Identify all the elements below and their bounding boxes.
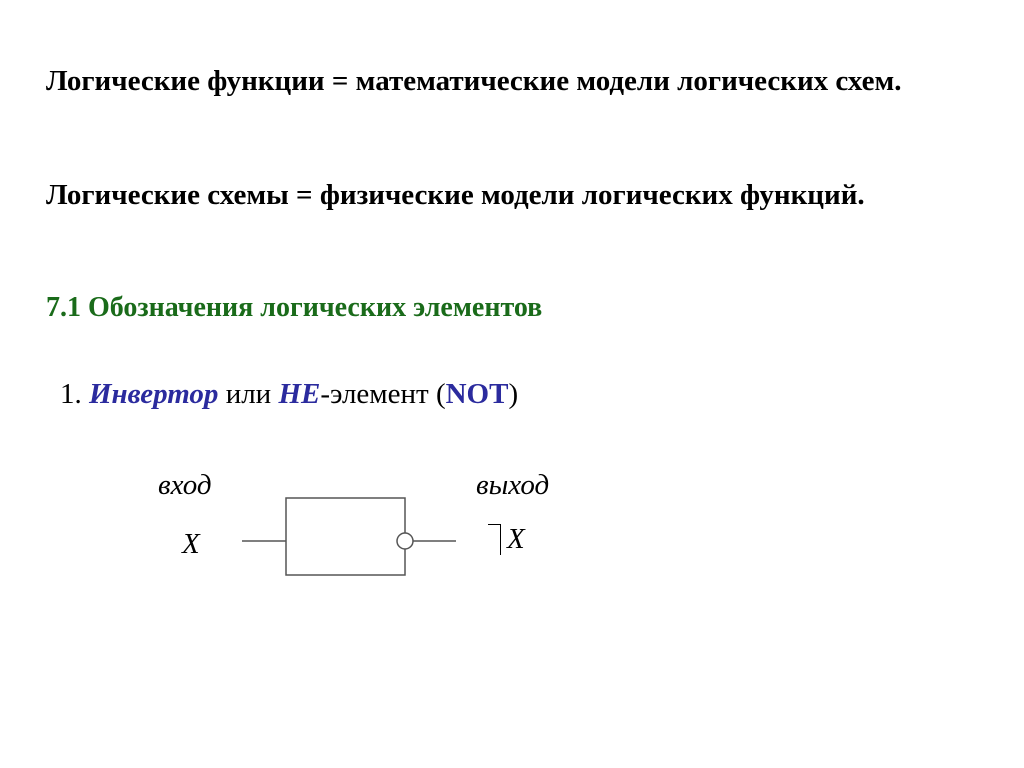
paragraph-logic-functions: Логические функции = математические модели логических схем. [46, 65, 902, 97]
term-suffix: -элемент ( [320, 378, 446, 410]
gate-body [286, 498, 405, 575]
output-variable: X [507, 523, 525, 555]
output-label: выход [476, 469, 550, 501]
term-not-ru: НЕ [278, 378, 321, 410]
term-not-en: NOT [445, 378, 509, 410]
term-inverter: Инвертор [89, 378, 219, 410]
input-variable: X [182, 528, 200, 560]
section-heading: 7.1 Обозначения логических элементов [46, 292, 543, 323]
input-label: вход [158, 469, 212, 501]
inversion-bubble [397, 533, 413, 549]
paragraph-logic-circuits: Логические схемы = физические модели логических функций. [46, 179, 865, 211]
close-paren: ) [508, 378, 519, 410]
list-number: 1. [60, 378, 82, 410]
connector-text: или [225, 378, 272, 410]
